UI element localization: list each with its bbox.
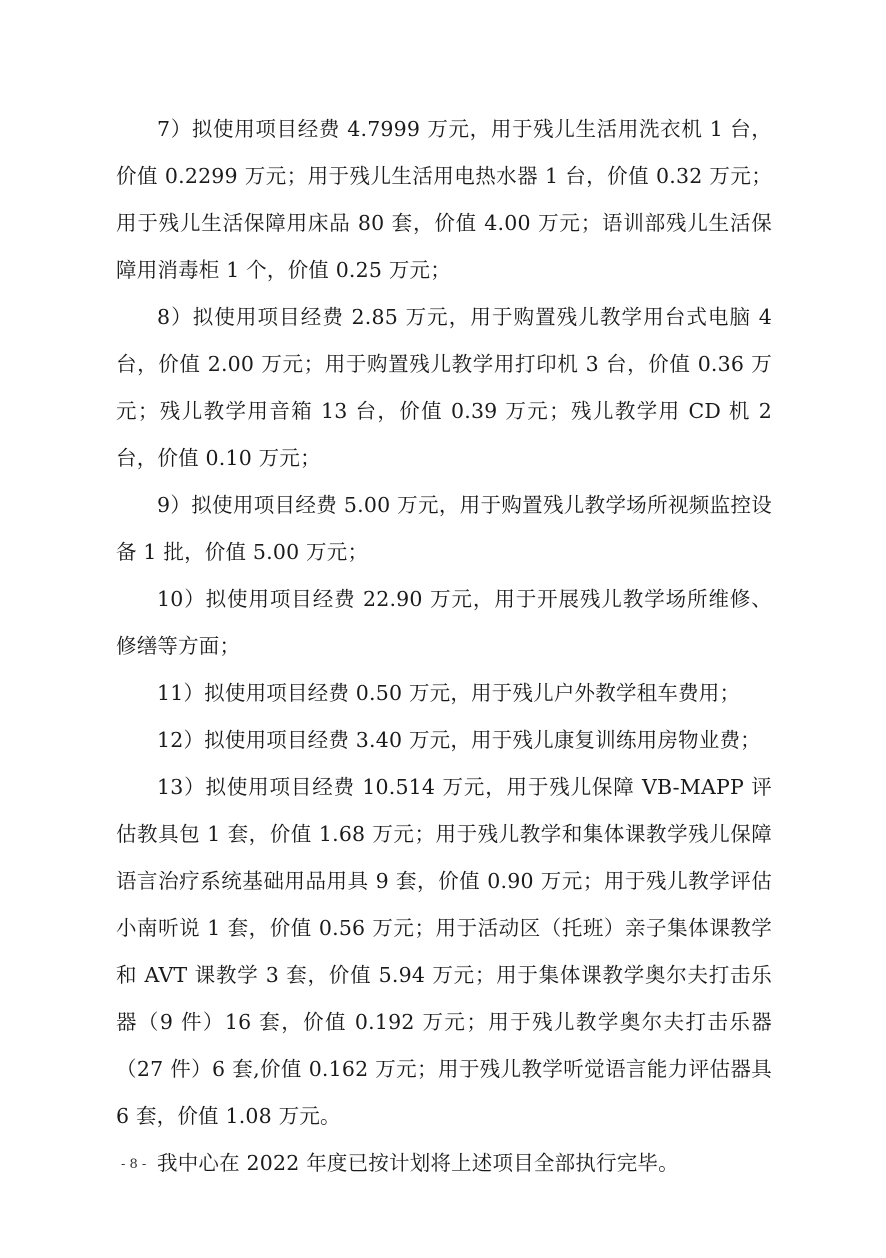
paragraph-item-12: 12）拟使用项目经费 3.40 万元，用于残儿康复训练用房物业费； [157, 728, 761, 752]
paragraph-item-9: 9）拟使用项目经费 5.00 万元，用于购置残儿教学场所视频监控设备 1 批，价值 5.00 万元； [116, 493, 772, 564]
paragraph-item-11: 11）拟使用项目经费 0.50 万元，用于残儿户外教学租车费用； [157, 681, 741, 705]
paragraph-item-7: 7）拟使用项目经费 4.7999 万元，用于残儿生活用洗衣机 1 台，价值 0.2299 万元；用于残儿生活用电热水器 1 台，价值 0.32 万元；用于残儿生活保障用床品 80 套，价值 4.00 万元；语训部残儿生活保障用消毒柜 1 个，价值 0.25 万元； [116, 117, 772, 282]
paragraph-item-8: 8）拟使用项目经费 2.85 万元，用于购置残儿教学用台式电脑 4 台，价值 2.00 万元；用于购置残儿教学用打印机 3 台，价值 0.36 万元；残儿教学用音箱 13 台，价值 0.39 万元；残儿教学用 CD 机 2 台，价值 0.10 万元； [116, 305, 772, 470]
paragraph-item-10: 10）拟使用项目经费 22.90 万元，用于开展残儿教学场所维修、修缮等方面； [116, 587, 772, 658]
paragraph-conclusion: 我中心在 2022 年度已按计划将上述项目全部执行完毕。 [157, 1151, 679, 1175]
page-number: - 8 - [121, 1157, 147, 1172]
document-body [116, 106, 772, 1187]
paragraph-item-13: 13）拟使用项目经费 10.514 万元，用于残儿保障 VB-MAPP 评估教具包 1 套，价值 1.68 万元；用于残儿教学和集体课教学残儿保障语言治疗系统基础用品用具 9 套，价值 0.90 万元；用于残儿教学评估小南听说 1 套，价值 0.56 万元；用于活动区（托班）亲子集体课教学和 AVT 课教学 3 套，价值 5.94 万元；用于集体课教学奥尔夫打击乐器（9 件）16 套，价值 0.192 万元；用于残儿教学奥尔夫打击乐器（27 件）6 套,价值 0.162 万元；用于残儿教学听觉语言能力评估器具 6 套，价值 1.08 万元。 [116, 775, 772, 1128]
